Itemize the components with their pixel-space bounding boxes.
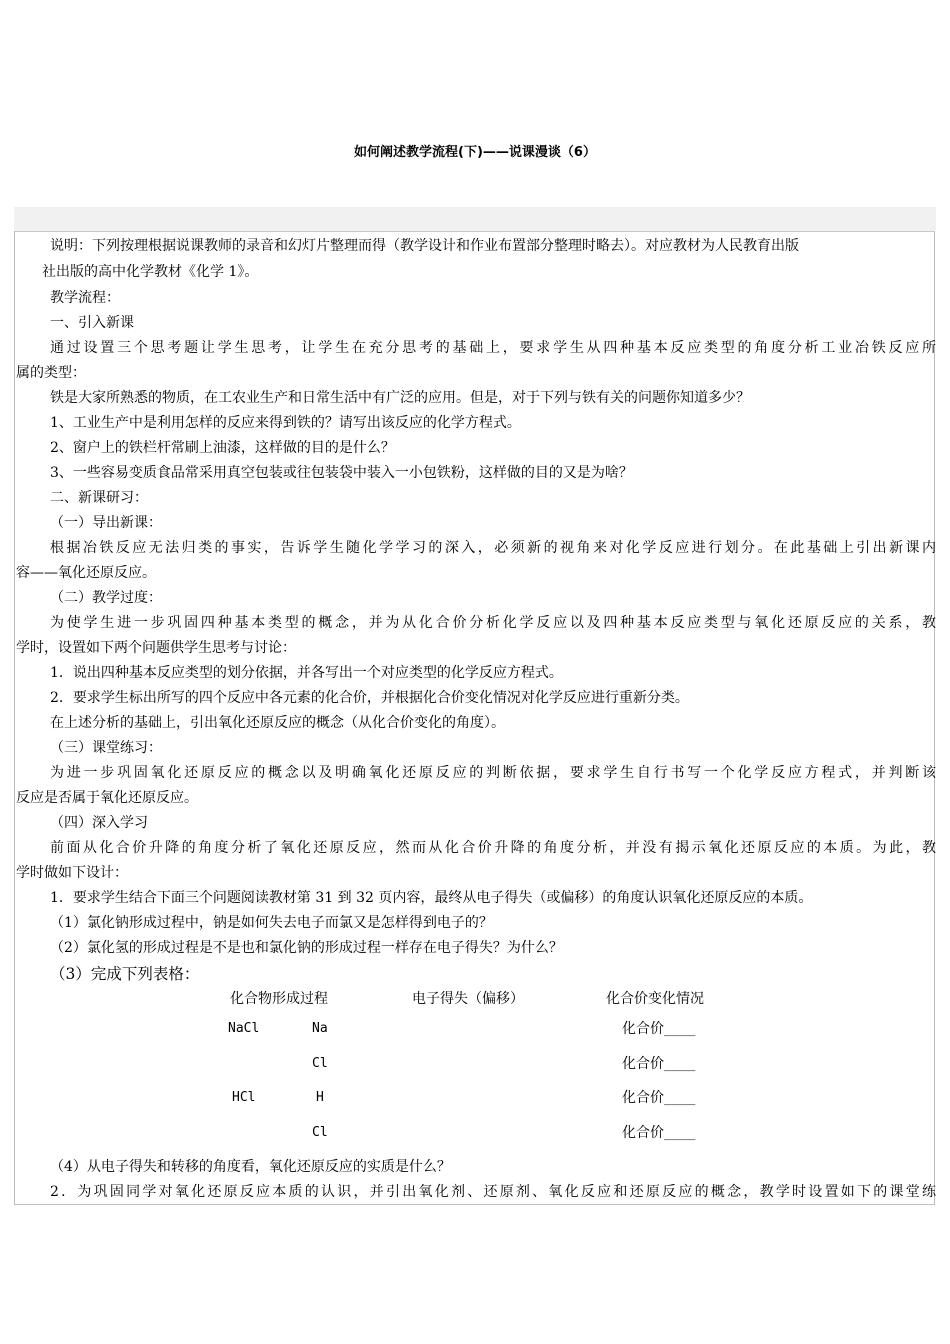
table-cell-element: H xyxy=(316,1090,324,1105)
paragraph-line: 社出版的高中化学教材《化学 1》。 xyxy=(42,264,259,280)
paragraph-line: 反应是否属于氧化还原反应。 xyxy=(16,790,198,806)
paragraph-line: 属的类型： xyxy=(16,365,86,381)
header-band xyxy=(14,207,936,231)
table-cell-element: Na xyxy=(312,1021,328,1036)
paragraph-line: 1．说出四种基本反应类型的划分依据，并各写出一个对应类型的化学反应方程式。 xyxy=(50,665,563,681)
paragraph-line: 容——氧化还原反应。 xyxy=(16,565,156,581)
question-line: （3）完成下列表格： xyxy=(50,965,200,983)
paragraph-line: 前面从化合价升降的角度分析了氧化还原反应，然而从化合价升降的角度分析，并没有揭示氧化还原反应的本质。为此，教 xyxy=(50,840,936,856)
question-line: （1）氯化钠形成过程中，钠是如何失去电子而氯又是怎样得到电子的？ xyxy=(50,915,493,931)
paragraph-line: 2、窗户上的铁栏杆常刷上油漆，这样做的目的是什么？ xyxy=(50,440,395,456)
table-header-electron: 电子得失（偏移） xyxy=(412,991,524,1007)
paragraph-line: 铁是大家所熟悉的物质，在工农业生产和日常生活中有广泛的应用。但是，对于下列与铁有关的问题你知道多少？ xyxy=(50,390,750,406)
paragraph-line: 为使学生进一步巩固四种基本类型的概念，并为从化合价分析化学反应以及四种基本反应类型与氧化还原反应的关系，教 xyxy=(50,615,936,631)
table-cell-valence: 化合价____ xyxy=(622,1056,696,1072)
section-heading: 二、新课研习： xyxy=(50,490,148,506)
subsection-heading: （四）深入学习 xyxy=(50,815,148,831)
paragraph-line: 说明：下列按理根据说课教师的录音和幻灯片整理而得（教学设计和作业布置部分整理时略去）。对应教材为人民教育出版 xyxy=(50,238,799,254)
paragraph-line: 学时，设置如下两个问题供学生思考与讨论： xyxy=(16,640,296,656)
paragraph-line: 学时做如下设计： xyxy=(16,865,128,881)
table-cell-valence: 化合价____ xyxy=(622,1021,696,1037)
paragraph-line: 2．要求学生标出所写的四个反应中各元素的化合价，并根据化合价变化情况对化学反应进行重新分类。 xyxy=(50,690,689,706)
question-line: （4）从电子得失和转移的角度看，氧化还原反应的实质是什么？ xyxy=(50,1159,451,1175)
paragraph-line: 2．为巩固同学对氧化还原反应本质的认识，并引出氧化剂、还原剂、氧化反应和还原反应的概念，教学时设置如下的课堂练 xyxy=(50,1184,936,1200)
paragraph-line: 3、一些容易变质食品常采用真空包装或往包装袋中装入一小包铁粉，这样做的目的又是为啥？ xyxy=(50,465,633,481)
page-title: 如何阐述教学流程(下)——说课漫谈（6） xyxy=(354,145,596,160)
table-header-compound: 化合物形成过程 xyxy=(230,991,328,1007)
paragraph-line: 通过设置三个思考题让学生思考，让学生在充分思考的基础上，要求学生从四种基本反应类型的角度分析工业冶铁反应所 xyxy=(50,340,936,356)
table-header-valence: 化合价变化情况 xyxy=(606,991,704,1007)
table-cell-valence: 化合价____ xyxy=(622,1090,696,1106)
paragraph-line: 1、工业生产中是利用怎样的反应来得到铁的？请写出该反应的化学方程式。 xyxy=(50,415,521,431)
table-cell-compound: HCl xyxy=(232,1090,256,1105)
subsection-heading: （一）导出新课： xyxy=(50,515,162,531)
table-cell-element: Cl xyxy=(312,1125,328,1140)
table-cell-element: Cl xyxy=(312,1056,328,1071)
paragraph-line: 为进一步巩固氧化还原反应的概念以及明确氧化还原反应的判断依据，要求学生自行书写一个化学反应方程式，并判断该 xyxy=(50,765,936,781)
paragraph-line: 教学流程： xyxy=(50,290,120,306)
paragraph-line: 1．要求学生结合下面三个问题阅读教材第 31 到 32 页内容，最终从电子得失（或偏移）的角度认识氧化还原反应的本质。 xyxy=(50,890,813,906)
section-heading: 一、引入新课 xyxy=(50,315,134,331)
table-cell-compound: NaCl xyxy=(228,1021,260,1036)
table-cell-valence: 化合价____ xyxy=(622,1125,696,1141)
paragraph-line: 在上述分析的基础上，引出氧化还原反应的概念（从化合价变化的角度）。 xyxy=(50,715,505,731)
paragraph-line: 根据冶铁反应无法归类的事实，告诉学生随化学学习的深入，必须新的视角来对化学反应进行划分。在此基础上引出新课内 xyxy=(50,540,936,556)
question-line: （2）氯化氢的形成过程是不是也和氯化钠的形成过程一样存在电子得失？为什么？ xyxy=(50,940,563,956)
subsection-heading: （三）课堂练习： xyxy=(50,740,162,756)
subsection-heading: （二）教学过度： xyxy=(50,590,162,606)
